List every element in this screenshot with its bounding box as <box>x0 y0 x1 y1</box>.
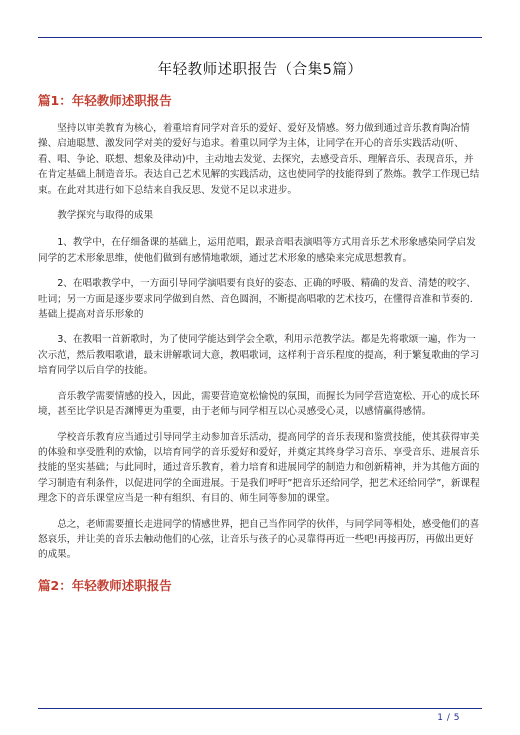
section-heading-2: 篇2：年轻教师述职报告 <box>38 577 172 593</box>
section-heading-1: 篇1：年轻教师述职报告 <box>38 93 172 108</box>
document-title: 年轻教师述职报告（合集5篇） <box>157 62 363 78</box>
paragraph: 3、在教唱一首新歌时，为了使同学能达到学会全歌，利用示范教学法。都是先将歌颂一遍，作为一次示范，然后教唱歌谱，最末讲解歌词大意，教唱歌词，这样利于音乐程度的提高，利于繁复歌曲的学习培育同学以后自学的技能。 <box>38 334 480 377</box>
paragraph: 总之，老师需要擅长走进同学的情感世界，把自己当作同学的伙伴，与同学同等相处，感受他们的喜怒哀乐，并让美的音乐去触动他们的心弦，让音乐与孩子的心灵靠得再近一些吧!再接再厉，再做出更好的成果。 <box>38 518 480 561</box>
paragraph: 坚持以审美教育为核心，着重培育同学对音乐的爱好、爱好及情感。努力做到通过音乐教育陶冶情操、启迪聪慧、激发同学对美的爱好与追求。着重以同学为主体，让同学在开心的音乐实践活动(听、看、唱、争论、联想、想象及律动)中，主动地去发觉、去探究，去感受音乐、理解音乐、表现音乐，并在肯定基础上制造音乐。表达自己艺术见解的实践活动，这也使同学的技能得到了熬炼。教学工作现已结束。在此对其进行如下总结来自我反思、发觉不足以求进步。 <box>38 123 480 196</box>
paragraph: 音乐教学需要情感的投入，因此，需要营造宽松愉悦的氛围，而握长为同学营造宽松、开心的成长环境，甚至比学识是否渊博更为重要，由于老师与同学相互以心灵感受心灵，以感情赢得感情。 <box>38 390 480 418</box>
footer-rule <box>38 708 482 709</box>
paragraph: 1、教学中，在仔细备课的基础上，运用范唱，跟录音唱表演唱等方式用音乐艺术形象感染同学启发同学的艺术形象思维，使他们做到有感情地歌颂，通过艺术形象的感染来完成思想教育。 <box>38 237 476 264</box>
paragraph: 学校音乐教育应当通过引导同学主动参加音乐活动，提高同学的音乐表现和鉴赏技能，使其获得审美的体验和享受胜利的欢愉，以培育同学的音乐爱好和爱好，并奠定其终身学习音乐、享受音乐、进展音乐技能的坚实基础；与此同时，通过音乐教育，着力培育和进展同学的制造力和创新精神，并为其他方面的学习制造有利条件，以促进同学的全面进展。于是我们呼吁”把音乐还给同学，把艺术还给同学”，新课程理念下的音乐课堂应当是一种有组织、有目的、师生同等参加的课堂。 <box>38 431 480 505</box>
document-body <box>38 60 482 606</box>
header-rule <box>38 37 482 38</box>
paragraph: 2、在唱歌教学中，一方面引导同学演唱要有良好的姿态、正确的呼吸、精确的发音、清楚的咬字、吐词；另一方面是逐步要求同学做到自然、音色圆润，不断提高唱歌的艺术技巧，在懂得音准和节奏的.基础上提高对音乐形象的 <box>38 278 476 321</box>
page-number: 1 / 5 <box>437 713 460 723</box>
paragraph: 教学探究与取得的成果 <box>57 210 154 222</box>
